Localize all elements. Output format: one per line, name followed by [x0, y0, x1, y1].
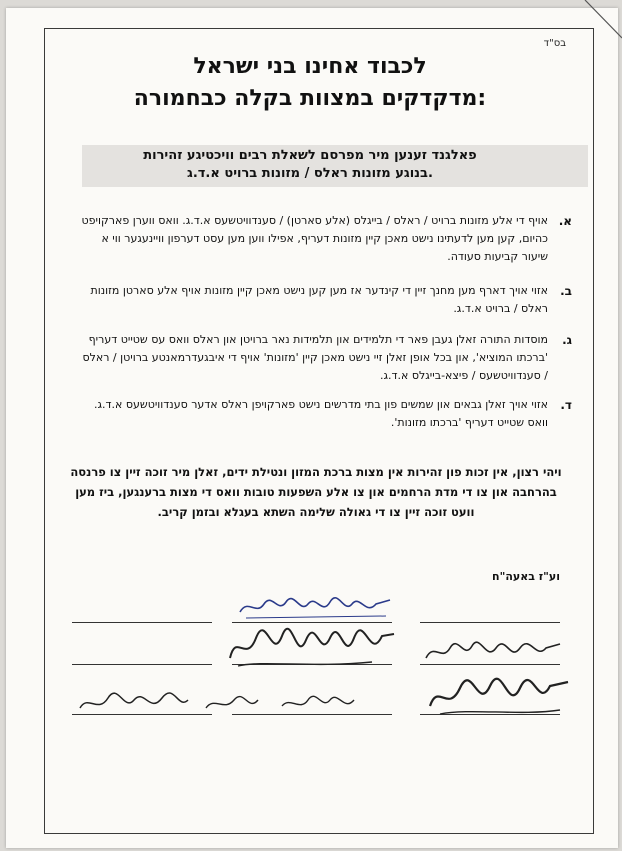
signature-line — [232, 714, 392, 715]
item-text: אזוי אויך זאלן גבאים און שמשים פון בתי מדרשים נישט פארקויפן ראלס אדער סענדוויטשעס א.ד.ג. וואס שטייט דעריף 'ברכתו מזונות'. — [94, 398, 548, 429]
list-item — [80, 331, 572, 385]
item-letter: ב. — [560, 284, 572, 298]
item-letter: א. — [558, 214, 572, 228]
item-letter: ג. — [562, 333, 572, 347]
signature-line — [232, 664, 392, 665]
signature-line — [420, 714, 560, 715]
signature-line — [72, 664, 212, 665]
subtitle-line-1: פאלגנד זענען מיר מפרסם לשאלת רבים וויכטיגע זהירות — [143, 148, 477, 163]
list-item — [80, 212, 572, 266]
signature-line — [72, 622, 212, 623]
bsd-header: בס"ד — [543, 38, 566, 49]
item-text: מוסדות התורה זאלן געבן פאר די תלמידים און תלמידות נאר ברויטן און ראלס וואס עס שטייט דעריף 'ברכתו המוציא', און בכל אופן זאלן זיי נישט מאכן קיין 'מזונות' אויף די איבגעדרמאנטע ברויטן / ראלס / סענדוויטשעס / פיצא-בייגלס א.ד.ג. — [82, 333, 548, 382]
closing-blessing: ויהי רצון, אין זכות פון זהירות אין מצות ברכת המזון ונטילת ידים, זאלן מיר זוכה זיין צו פרנסה בהרחבה און צו די מדת הרחמים און צו אלע השפעות טובות וואס די מצות ברענגען, ביז מען וועט זוכה זיין צו די גאולה שלימה השתא בעגלא ובזמן קריב. — [70, 465, 562, 519]
item-letter: ד. — [560, 398, 572, 412]
list-item — [80, 282, 572, 318]
item-text: אויף די אלע מזונות ברויט / ראלס / בייגלס (אלע סארטן) / סענדוויטשעס א.ד.ג. וואס ווערן פארקויפט כהיום, קען מען לדעתינו נישט מאכן קיין מזונות דעריף, אפילו ווען מען עסט דערפון וויינעגער ווי א שיעור קביעות סעודה. — [81, 214, 548, 263]
title-line-1: לכבוד אחינו בני ישראל — [193, 54, 427, 79]
list-item — [80, 396, 572, 432]
item-text: אזוי אויך דארף מען מחנך זיין די קינדער אז מען קען נישט מאכן קיין מזונות אויף אלע סארטן מזונות ראלס / ברויט א.ד.ג. — [90, 284, 548, 315]
signature-line — [420, 622, 560, 623]
signature-line — [232, 622, 392, 623]
subtitle-line-2: בנוגע מזונות ראלס / מזונות ברויט א.ד.ג. — [187, 166, 433, 181]
signature-line — [72, 714, 212, 715]
signature-line — [420, 664, 560, 665]
title-line-2: מדקדקים במצוות בקלה כבחמורה: — [133, 86, 487, 111]
regards-line: וע"ז באעה"ח — [492, 570, 560, 583]
